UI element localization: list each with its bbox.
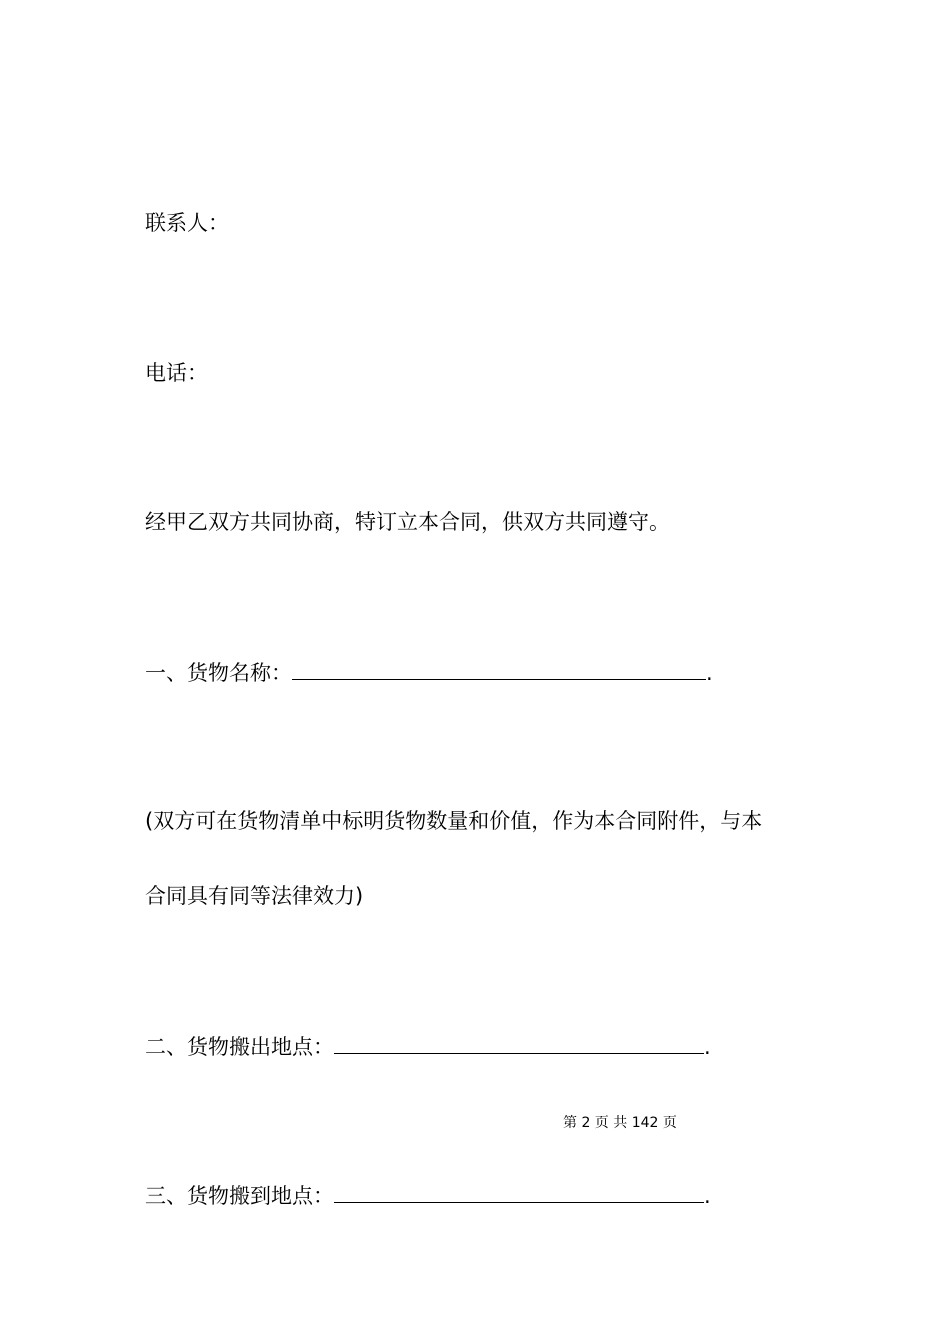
- item3-end: .: [704, 1184, 711, 1208]
- page-number: 第 2 页 共 142 页: [563, 1115, 677, 1131]
- item2-label: 二、货物搬出地点：: [145, 1035, 334, 1059]
- note-line-1: (双方可在货物清单中标明货物数量和价值，作为本合同附件，与本: [145, 809, 763, 833]
- item1-row: [145, 657, 713, 688]
- note-line-2: 合同具有同等法律效力): [145, 884, 364, 908]
- item3-blank: [334, 1180, 704, 1203]
- item3-row: [145, 1180, 711, 1211]
- item1-label: 一、货物名称：: [145, 661, 292, 685]
- intro-text: 经甲乙双方共同协商，特订立本合同，供双方共同遵守。: [145, 510, 670, 534]
- phone-label: 电话：: [145, 361, 208, 385]
- item2-row: [145, 1031, 711, 1062]
- item2-blank: [334, 1031, 704, 1054]
- item1-blank: [292, 657, 706, 680]
- item2-end: .: [704, 1035, 711, 1059]
- item3-label: 三、货物搬到地点：: [145, 1184, 334, 1208]
- contact-label: 联系人：: [145, 211, 229, 235]
- item1-end: .: [706, 661, 713, 685]
